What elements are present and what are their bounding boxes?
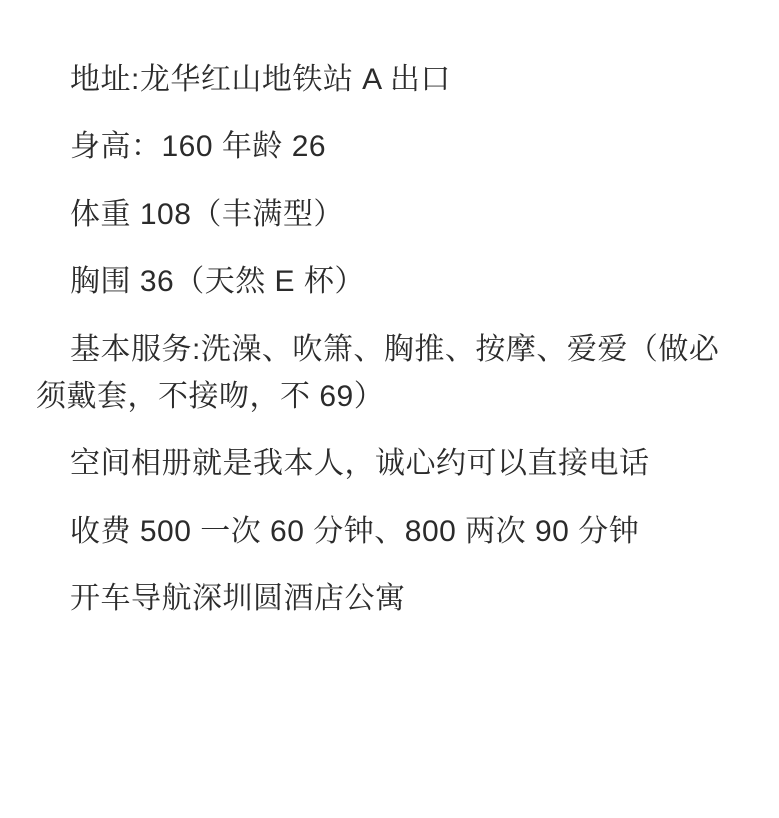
paragraph-services: 基本服务:洗澡、吹箫、胸推、按摩、爱爱（做必须戴套，不接吻，不 69）	[36, 332, 720, 413]
paragraph-bust: 胸围 36（天然 E 杯）	[70, 265, 365, 299]
paragraph-address: 地址:龙华红山地铁站 A 出口	[70, 63, 451, 96]
paragraph-navigation: 开车导航深圳圆酒店公寓	[70, 582, 406, 616]
paragraph-pricing: 收费 500 一次 60 分钟、800 两次 90 分钟	[70, 514, 640, 548]
paragraph-weight: 体重 108（丰满型）	[70, 197, 344, 231]
document-text-body	[36, 56, 743, 623]
paragraph-height-age: 身高：160 年龄 26	[70, 130, 327, 164]
paragraph-album-note: 空间相册就是我本人，诚心约可以直接电话	[70, 447, 650, 481]
